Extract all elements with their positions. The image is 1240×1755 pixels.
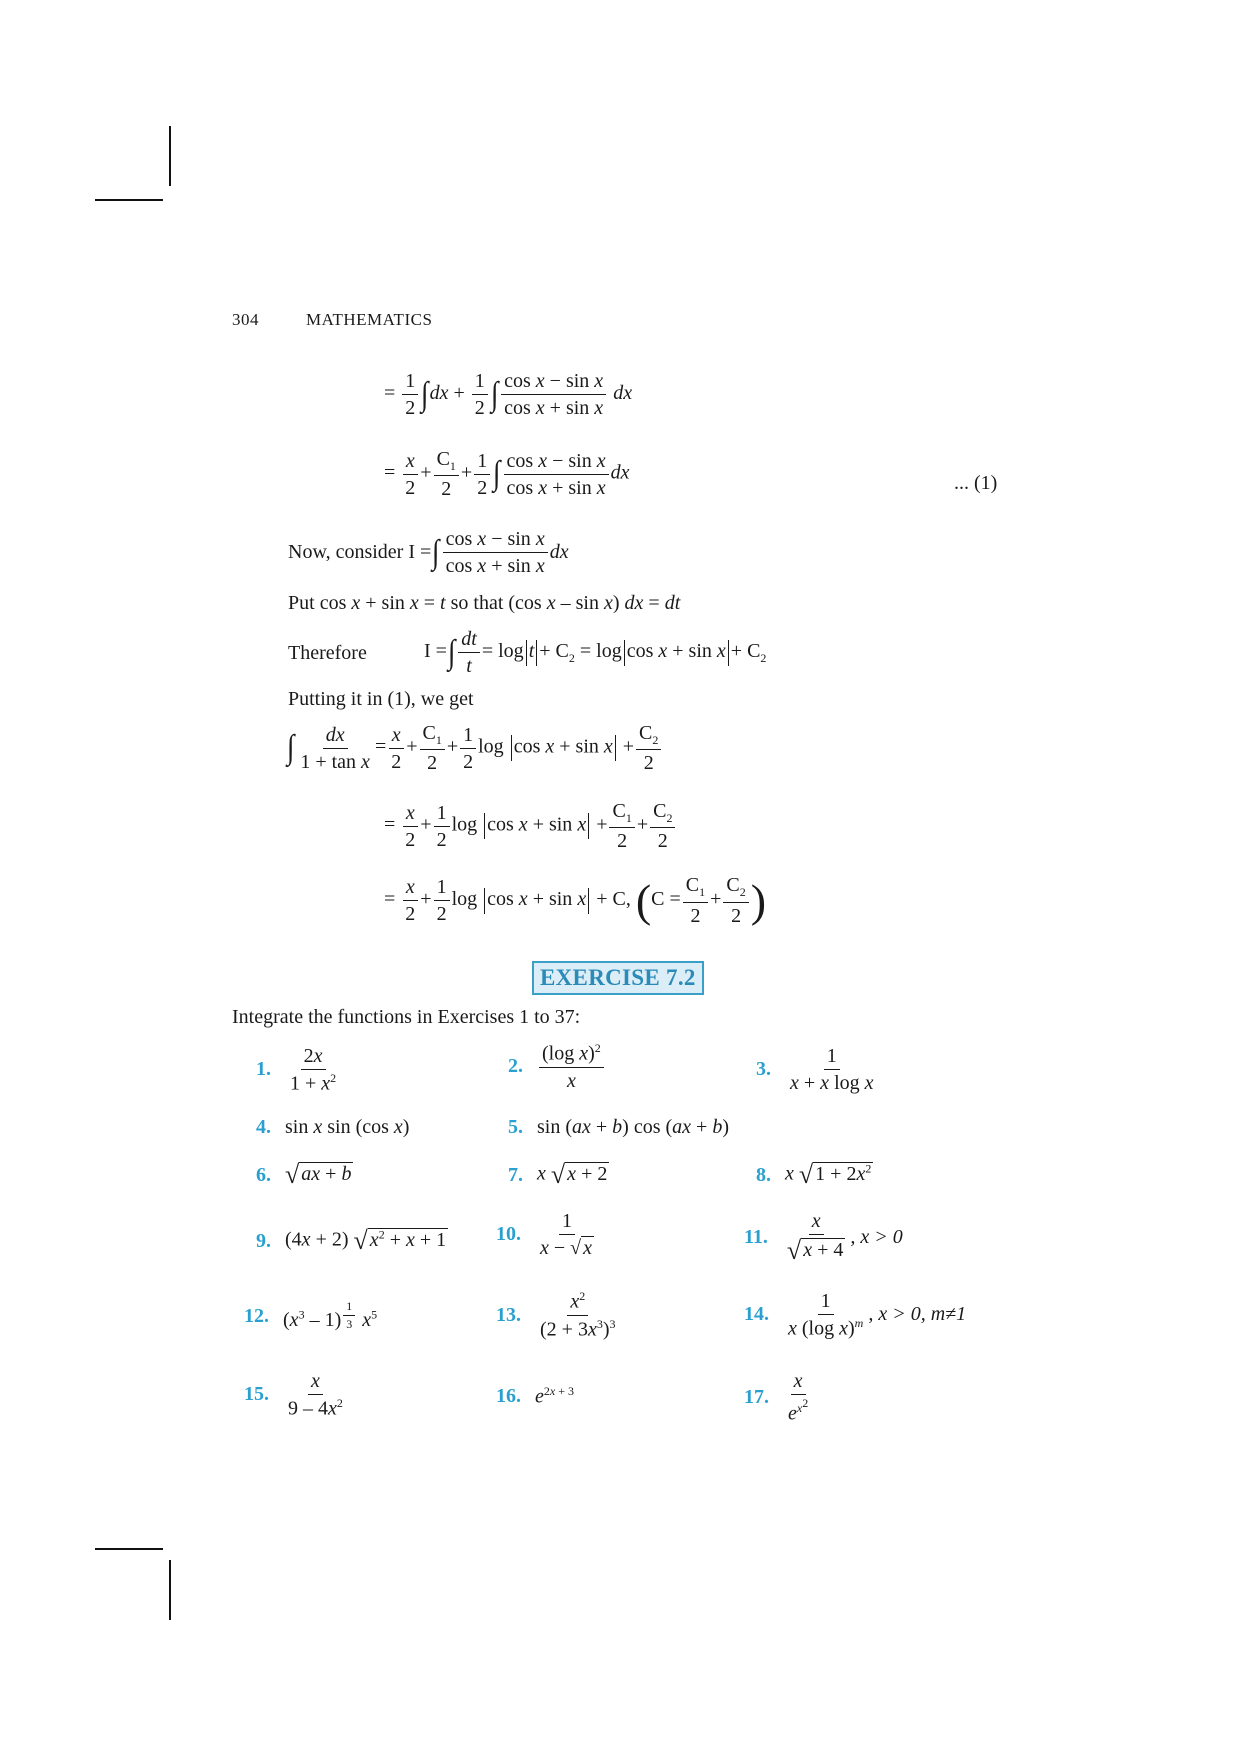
item-number: 8.: [756, 1163, 771, 1186]
crop-mark-top-vertical: [169, 126, 171, 186]
exercise-instruction: Integrate the functions in Exercises 1 to 37:: [232, 1006, 581, 1028]
condition-11: , x > 0: [850, 1226, 903, 1249]
equation-line-2: = $\frac{x}{2}$ + $\frac{C_1}{2}$ + $\frac{1}{2}$ ∫ $\frac{\text{cos x − sin x}}{\text{cos x + sin x}}$ dx: [384, 448, 630, 501]
equation-line-1: = $\frac{1}{2}$ ∫dx + $\frac{1}{2}$ ∫ $\frac{\text{cos x − sin x}}{\text{cos x + sin x}}$ dx: [384, 370, 633, 419]
exercise-item-7: 7. x √ x + 2: [508, 1160, 608, 1189]
put-prefix: Put: [288, 592, 315, 614]
item-number: 12.: [244, 1304, 269, 1327]
therefore-equation: I =∫ $\frac{dt}{t}$ = $\log t + C_2 = \log \cos x + \sin x + C_2$: [424, 628, 767, 677]
therefore-label: Therefore: [288, 642, 367, 664]
condition-14: , x > 0, m≠1: [868, 1303, 967, 1326]
exercise-item-2: 2. $\frac{(\log x)^2}{x}$: [508, 1042, 606, 1092]
item-number: 5.: [508, 1116, 523, 1138]
now-consider-line: Now, consider I = ∫ $\frac{\text{cos x − sin x}}{\text{cos x + sin x}}$ dx: [288, 528, 569, 577]
exercise-item-15: 15. $\frac{x}{9 - 4x^2}$: [244, 1370, 343, 1420]
exercise-item-16: 16. $e^{2x + 3}$: [496, 1384, 574, 1408]
item-number: 16.: [496, 1384, 521, 1407]
item-number: 13.: [496, 1303, 521, 1326]
item-number: 14.: [744, 1303, 769, 1326]
exercise-item-4: 4. sin x sin (cos x): [256, 1116, 410, 1138]
exercise-item-14: 14. $\frac{1}{x (\log x)^m}$ , x > 0, m≠1: [744, 1290, 967, 1340]
exercise-item-9: 9. (4x + 2) √ $x^2 + x + 1$: [256, 1226, 447, 1255]
exercise-item-5: 5. sin (ax + b) cos (ax + b): [508, 1116, 729, 1138]
result-line-2: = $\frac{x}{2}$ + $\frac{1}{2}$ log cos x + sin x + $\frac{C_1}{2}$ + $\frac{C_2}{2}$: [384, 800, 677, 852]
exercise-item-12: 12. $(x^3 - 1)$ $^{\frac{1}{3}}$ $x^5$: [244, 1299, 378, 1332]
now-consider-text: Now, consider: [288, 541, 404, 563]
exercise-item-1: 1. $\frac{2x}{1 + x^2}$: [256, 1045, 337, 1095]
exercise-item-11: 11. $\frac{x}{√ x + 4}$ , x > 0: [744, 1210, 903, 1265]
item-number: 6.: [256, 1163, 271, 1186]
item-number: 7.: [508, 1163, 523, 1186]
crop-mark-bottom-horizontal: [95, 1548, 163, 1550]
put-so-that: so that: [450, 592, 504, 614]
item-number: 15.: [244, 1383, 269, 1406]
item-number: 4.: [256, 1116, 271, 1138]
item-number: 1.: [256, 1058, 271, 1081]
item-number: 17.: [744, 1385, 769, 1408]
item-number: 9.: [256, 1229, 271, 1252]
page-number: 304: [232, 310, 259, 329]
result-line-1: ∫ $\frac{dx}{\text{1 + tan x}}$ = $\frac{x}{2}$ + $\frac{C_1}{2}$ + $\frac{1}{2}$ log cos x + sin x + $\frac{C_2}{2}$: [286, 722, 663, 774]
equation-ref-1: ... (1): [954, 472, 998, 494]
item-number: 10.: [496, 1223, 521, 1245]
crop-mark-bottom-vertical: [169, 1560, 171, 1620]
exercise-item-13: 13. $\frac{x^2}{(2 + 3x^3)^3}$: [496, 1289, 616, 1341]
item-number: 2.: [508, 1055, 523, 1078]
exercise-item-6: 6. √ ax + b: [256, 1160, 352, 1189]
put-line: Put cos x + sin x = t so that (cos x – sin x) dx = dt: [288, 592, 681, 614]
exercise-item-17: 17. $\frac{x}{e^{x^2}}$: [744, 1370, 809, 1425]
crop-mark-top-horizontal: [95, 199, 163, 201]
exercise-item-10: 10. $\frac{1}{x - √ x}$: [496, 1210, 593, 1259]
exercise-title: EXERCISE 7.2: [532, 961, 704, 995]
result-line-3: = $\frac{x}{2}$ + $\frac{1}{2}$ log cos x + sin x + C, (C = $\frac{C_1}{2}$ + $\frac{C_2}{2}$ ): [384, 874, 767, 927]
item-number: 3.: [756, 1058, 771, 1080]
running-title: MATHEMATICS: [306, 310, 433, 329]
item-number: 11.: [744, 1226, 768, 1249]
putting-line: Putting it in (1), we get: [288, 688, 474, 710]
exercise-item-8: 8. x √ $1 + 2x^2$: [756, 1160, 872, 1189]
exercise-item-3: 3. $\frac{1}{\text{x + x log x}}$: [756, 1045, 874, 1094]
